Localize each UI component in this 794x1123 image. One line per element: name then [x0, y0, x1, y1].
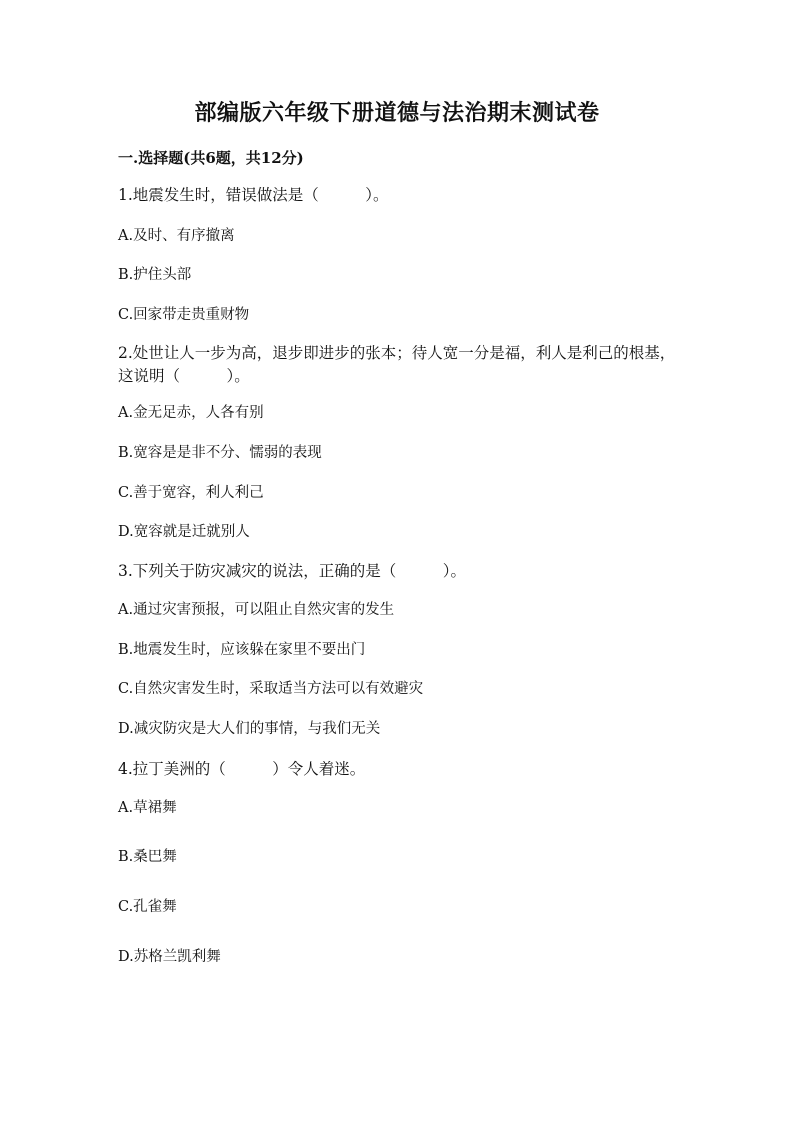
section-heading: 一.选择题(共6题，共12分) [118, 149, 304, 167]
document-title: 部编版六年级下册道德与法治期末测试卷 [194, 100, 600, 126]
question-3-option-d: D.减灾防灾是大人们的事情，与我们无关 [118, 721, 381, 737]
question-3-option-b: B.地震发生时，应该躲在家里不要出门 [118, 642, 366, 658]
question-1-option-c: C.回家带走贵重财物 [118, 307, 250, 323]
question-2-option-a: A.金无足赤，人各有别 [118, 405, 264, 421]
question-4-option-b: B.桑巴舞 [118, 849, 177, 865]
question-4-option-c: C.孔雀舞 [118, 899, 177, 915]
question-1-option-b: B.护住头部 [118, 267, 192, 283]
question-3-option-c: C.自然灾害发生时，采取适当方法可以有效避灾 [118, 681, 424, 697]
question-1-option-a: A.及时、有序撤离 [118, 228, 235, 244]
question-3-stem: 3.下列关于防灾减灾的说法，正确的是（ ）。 [118, 562, 467, 580]
question-3-option-a: A.通过灾害预报，可以阻止自然灾害的发生 [118, 602, 395, 618]
question-2-option-b: B.宽容是是非不分、懦弱的表现 [118, 445, 322, 461]
question-2-option-d: D.宽容就是迁就别人 [118, 524, 250, 540]
question-4-option-a: A.草裙舞 [118, 800, 177, 816]
question-4-stem: 4.拉丁美洲的（ ）令人着迷。 [118, 760, 366, 778]
question-2-option-c: C.善于宽容，利人利己 [118, 485, 264, 501]
question-4-option-d: D.苏格兰凯利舞 [118, 949, 221, 965]
question-1-stem: 1.地震发生时，错误做法是（ ）。 [118, 186, 389, 204]
question-2-stem: 2.处世让人一步为高，退步即进步的张本；待人宽一分是福，利人是利己的根基，这说明（ ）。 [118, 344, 676, 385]
